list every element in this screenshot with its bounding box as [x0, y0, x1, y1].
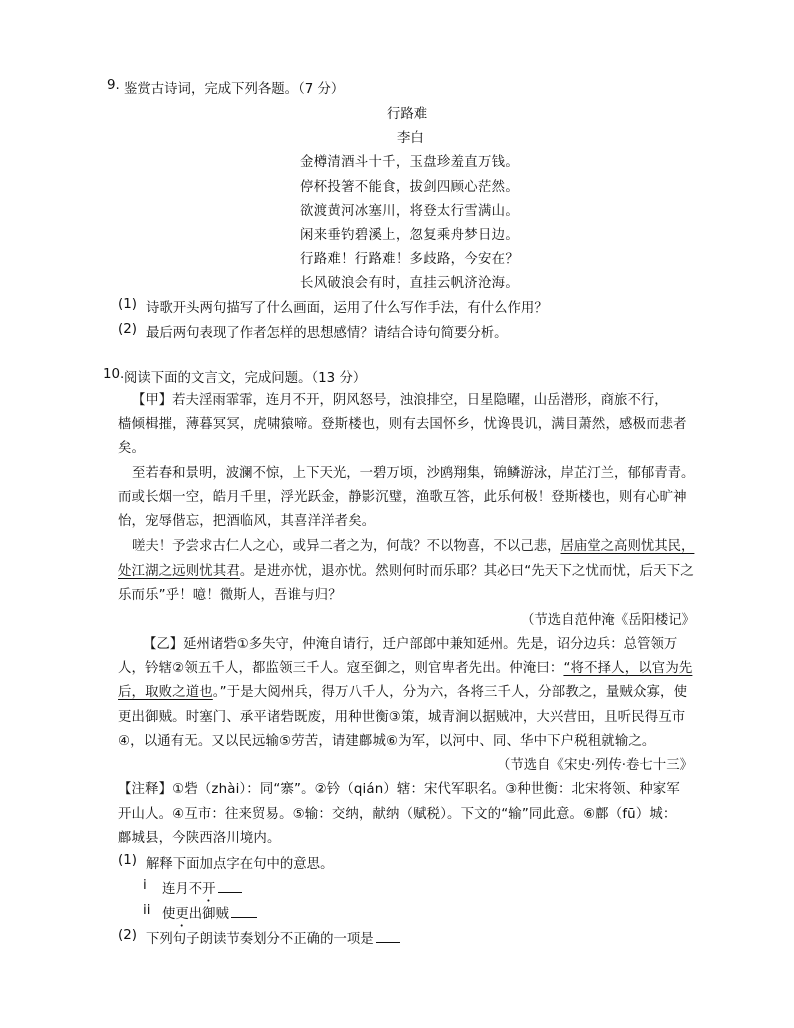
q10-sub1-ii-text — [162, 903, 257, 930]
passage-text: 。是进亦忧，退亦忧。然则何时而乐耶？其必曰“先天下之忧而忧，后天下之 — [239, 564, 694, 579]
answer-blank[interactable] — [218, 880, 242, 893]
underlined-sentence: 处江湖之远则忧其君 — [118, 564, 240, 579]
q9-sub2-number: (2) — [118, 322, 137, 337]
underlined-sentence: “将不择人，以官为先 — [563, 661, 693, 676]
q10-sub1-text: 解释下面加点字在句中的意思。 — [146, 857, 334, 872]
q10-sub1-i-number: i — [143, 878, 147, 893]
passage-jia-line — [118, 560, 694, 579]
passage-yi-line: 更出御贼。时塞门、承平诸砦既废，用种世衡③策，城青涧以据贼冲，大兴营田，且听民得互市 — [118, 710, 686, 725]
passage-yi-line: ④，以通有无。又以民远输⑤劳苦，请建鄜城⑥为军，以河中、同、华中下户税租就输之。 — [118, 734, 656, 749]
passage-jia-line: 而或长烟一空，皓月千里，浮光跃金，静影沉璧，渔歌互答，此乐何极！登斯楼也，则有心旷神 — [118, 490, 687, 505]
answer-blank[interactable] — [231, 905, 257, 918]
question-text: 下列句子朗读节奏划分不正确的一项是 — [146, 932, 374, 947]
passage-jia-line: 矣。 — [118, 441, 146, 456]
passage-yi-source: （节选自《宋史·列传·卷七十三》 — [497, 758, 693, 773]
question-9-number: 9. — [107, 78, 120, 93]
passage-jia-line: 【甲】若夫淫雨霏霏，连月不开，阴风怒号，浊浪排空，日星隐曜，山岳潜形，商旅不行， — [132, 393, 668, 408]
q9-sub1-number: (1) — [118, 297, 137, 312]
q10-sub1-i-text — [162, 878, 242, 905]
passage-yi-line: 【乙】延州诸砦①多失守，仲淹自请行，迁户部郎中兼知延州。先是，诏分边兵：总管领万 — [143, 637, 678, 652]
poem-line: 闲来垂钓碧溪上，忽复乘舟梦日边。 — [300, 228, 520, 243]
question-10-number: 10. — [103, 367, 125, 382]
underlined-sentence: 居庙堂之高则忧其民， — [560, 539, 695, 554]
poem-line: 欲渡黄河冰塞川，将登太行雪满山。 — [300, 204, 520, 219]
q9-sub2-text: 最后两句表现了作者怎样的思想感情？请结合诗句简要分析。 — [146, 326, 508, 341]
passage-yi-line — [118, 681, 687, 700]
poem-line: 长风破浪会有时，直挂云帆济沧海。 — [300, 276, 520, 291]
q10-sub2-text — [146, 928, 400, 947]
passage-text: 。”于是大阅州兵，得万八千人，分为六，各将三千人，分部教之，量贼众寡，使 — [212, 685, 688, 700]
poem-line: 停杯投箸不能食，拔剑四顾心茫然。 — [300, 180, 520, 195]
passage-jia-source: （节选自范仲淹《岳阳楼记》 — [521, 613, 696, 628]
passage-yi-line — [118, 657, 692, 676]
q10-sub1-ii-number: ii — [143, 903, 151, 918]
q9-sub1-text: 诗歌开头两句描写了什么画面，运用了什么写作手法，有什么作用？ — [146, 301, 548, 316]
passage-jia-line: 怡，宠辱偕忘，把酒临风，其喜洋洋者矣。 — [118, 514, 376, 529]
passage-jia-line — [132, 535, 694, 554]
underlined-sentence: 后，取败之道也 — [118, 685, 213, 700]
question-text: 使 — [162, 907, 176, 922]
notes-line: 【注释】①砦（zhài）：同“寨”。②钤（qián）辖：宋代军职名。③种世衡：北宋将领、种家军 — [118, 782, 680, 797]
question-10-prompt: 阅读下面的文言文，完成问题。（13 分） — [124, 371, 367, 386]
answer-blank[interactable] — [376, 930, 400, 943]
q10-sub2-number: (2) — [118, 928, 137, 943]
notes-line: 开山人。④互市：往来贸易。⑤输：交纳，献纳（赋税）。下文的“输”同此意。⑥鄜（fū）城： — [118, 807, 677, 822]
passage-text: 人，钤辖②领五千人，都监领三千人。寇至御之，则官卑者先出。仲淹曰： — [118, 661, 564, 676]
dotted-character: 开 — [202, 882, 216, 897]
dotted-character: 更 — [175, 907, 189, 922]
passage-jia-line: 乐而乐”乎！噫！微斯人，吾谁与归？ — [118, 588, 342, 603]
passage-jia-line: 樯倾楫摧，薄暮冥冥，虎啸猿啼。登斯楼也，则有去国怀乡，忧谗畏讥，满目萧然，感极而悲者 — [118, 417, 687, 432]
passage-jia-line: 至若春和景明，波澜不惊，上下天光，一碧万顷，沙鸥翔集，锦鳞游泳，岸芷汀兰，郁郁青青。 — [132, 466, 695, 481]
notes-line: 鄜城县，今陕西洛川境内。 — [118, 831, 281, 846]
passage-text: 嗟夫！予尝求古仁人之心，或异二者之为，何哉？不以物喜，不以己悲， — [132, 539, 561, 554]
poem-line: 行路难！行路难！多歧路，今安在？ — [300, 252, 520, 267]
poem-title: 行路难 — [387, 107, 428, 122]
question-text: 连月不 — [162, 882, 203, 897]
question-text: 出御贼 — [188, 907, 229, 922]
poem-line: 金樽清酒斗十千，玉盘珍羞直万钱。 — [300, 155, 520, 170]
question-9-prompt: 鉴赏古诗词，完成下列各题。（7 分） — [124, 82, 345, 97]
q10-sub1-number: (1) — [118, 853, 137, 868]
poem-author: 李白 — [397, 131, 424, 146]
